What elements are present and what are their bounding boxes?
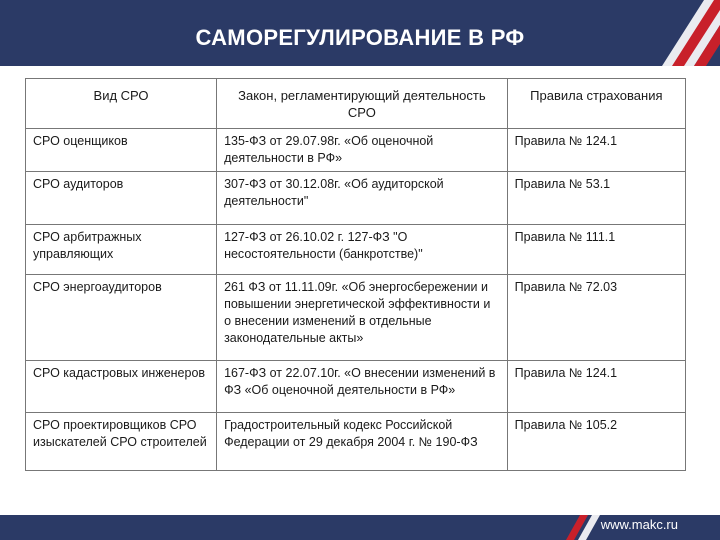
table-row	[26, 413, 686, 471]
cell-law: 167-ФЗ от 22.07.10г. «О внесении изменений в ФЗ «Об оценочной деятельности в РФ»	[217, 361, 508, 413]
page-title: САМОРЕГУЛИРОВАНИЕ В РФ	[195, 25, 525, 50]
cell-type: СРО энергоаудиторов	[26, 275, 217, 361]
cell-rules: Правила № 72.03	[507, 275, 685, 361]
footer-url-link[interactable]: www.makc.ru	[600, 517, 678, 532]
cell-type: СРО оценщиков	[26, 129, 217, 172]
table-row	[26, 275, 686, 361]
sro-table	[25, 78, 686, 471]
cell-type: СРО кадастровых инженеров	[26, 361, 217, 413]
header-rules: Правила страхования	[507, 79, 685, 129]
cell-rules: Правила № 111.1	[507, 225, 685, 275]
table-row	[26, 172, 686, 225]
footer-stripes-icon	[560, 515, 600, 540]
cell-law: 261 ФЗ от 11.11.09г. «Об энергосбережении и повышении энергетической эффективности и о внесении изменений в отдельные законодательные акты»	[217, 275, 508, 361]
cell-type: СРО проектировщиков СРО изыскателей СРО строителей	[26, 413, 217, 471]
cell-rules: Правила № 105.2	[507, 413, 685, 471]
cell-type: СРО аудиторов	[26, 172, 217, 225]
cell-law: 135-ФЗ от 29.07.98г. «Об оценочной деятельности в РФ»	[217, 129, 508, 172]
table-row	[26, 361, 686, 413]
cell-law: Градостроительный кодекс Российской Федерации от 29 декабря 2004 г. № 190-ФЗ	[217, 413, 508, 471]
header-law: Закон, регламентирующий деятельность СРО	[217, 79, 508, 129]
cell-law: 127-ФЗ от 26.10.02 г. 127-ФЗ "О несостоятельности (банкротстве)"	[217, 225, 508, 275]
cell-rules: Правила № 124.1	[507, 361, 685, 413]
cell-law: 307-ФЗ от 30.12.08г. «Об аудиторской деятельности"	[217, 172, 508, 225]
table-header-row	[26, 79, 686, 129]
cell-type: СРО арбитражных управляющих	[26, 225, 217, 275]
header-type: Вид СРО	[26, 79, 217, 129]
cell-rules: Правила № 124.1	[507, 129, 685, 172]
table-row	[26, 129, 686, 172]
cell-rules: Правила № 53.1	[507, 172, 685, 225]
table-row	[26, 225, 686, 275]
header-bar	[0, 0, 720, 66]
